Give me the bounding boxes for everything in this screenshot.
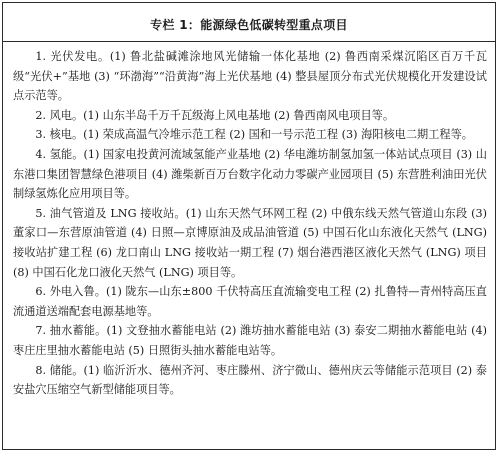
column-box <box>2 2 496 450</box>
item-nuclear-power: 3. 核电。(1) 荣成高温气冷堆示范工程 (2) 国和一号示范工程 (3) 海阳核电二期工程等。 <box>35 128 473 142</box>
title-divider <box>3 41 495 42</box>
item-oil-gas-pipeline-lng: 5. 油气管道及 LNG 接收站。(1) 山东天然气环网工程 (2) 中俄东线天然气管道山东段 (3) 董家口—东营原油管道 (4) 日照—京博原油及成品油管道 (5) 中国石化山东液化天然气 (LNG) 接收站扩建工程 (6) 龙口南山 LNG 接收站一期工程 (7) 烟台港西港区液化天然气 (LNG) 项目 (8) 中国石化龙口液化天然气 (LNG) 项目等。 <box>13 206 487 279</box>
item-hydrogen: 4. 氢能。(1) 国家电投黄河流域氢能产业基地 (2) 华电潍坊制氢加氢一体站试点项目 (3) 山东港口集团智慧绿色港项目 (4) 潍柴新百万台数字化动力零碳产业园项目 (5) 东营胜利油田光伏制绿氢炼化应用项目等。 <box>13 147 487 201</box>
item-energy-storage: 8. 储能。(1) 临沂沂水、德州齐河、枣庄滕州、济宁微山、德州庆云等储能示范项目 (2) 泰安盐穴压缩空气新型储能项目等。 <box>13 363 487 397</box>
item-wind-power: 2. 风电。(1) 山东半岛千万千瓦级海上风电基地 (2) 鲁西南风电项目等。 <box>35 108 395 122</box>
item-external-power: 6. 外电入鲁。(1) 陇东—山东±800 千伏特高压直流输变电工程 (2) 扎鲁特—青州特高压直流通道送端配套电源基地等。 <box>13 285 487 318</box>
column-title: 专栏 1：能源绿色低碳转型重点项目 <box>150 18 348 32</box>
item-photovoltaic: 1. 光伏发电。(1) 鲁北盐碱滩涂地风光储输一体化基地 (2) 鲁西南采煤沉陷区百万千瓦级“光伏+”基地 (3) “环渤海”“沿黄海”海上光伏基地 (4) 整县屋顶分布式光伏规模化开发建设试点示范等。 <box>13 50 487 103</box>
column-body <box>13 47 487 400</box>
item-pumped-storage: 7. 抽水蓄能。(1) 文登抽水蓄能电站 (2) 潍坊抽水蓄能电站 (3) 泰安二期抽水蓄能电站 (4) 枣庄庄里抽水蓄能电站 (5) 日照街头抽水蓄能电站等。 <box>13 324 487 357</box>
